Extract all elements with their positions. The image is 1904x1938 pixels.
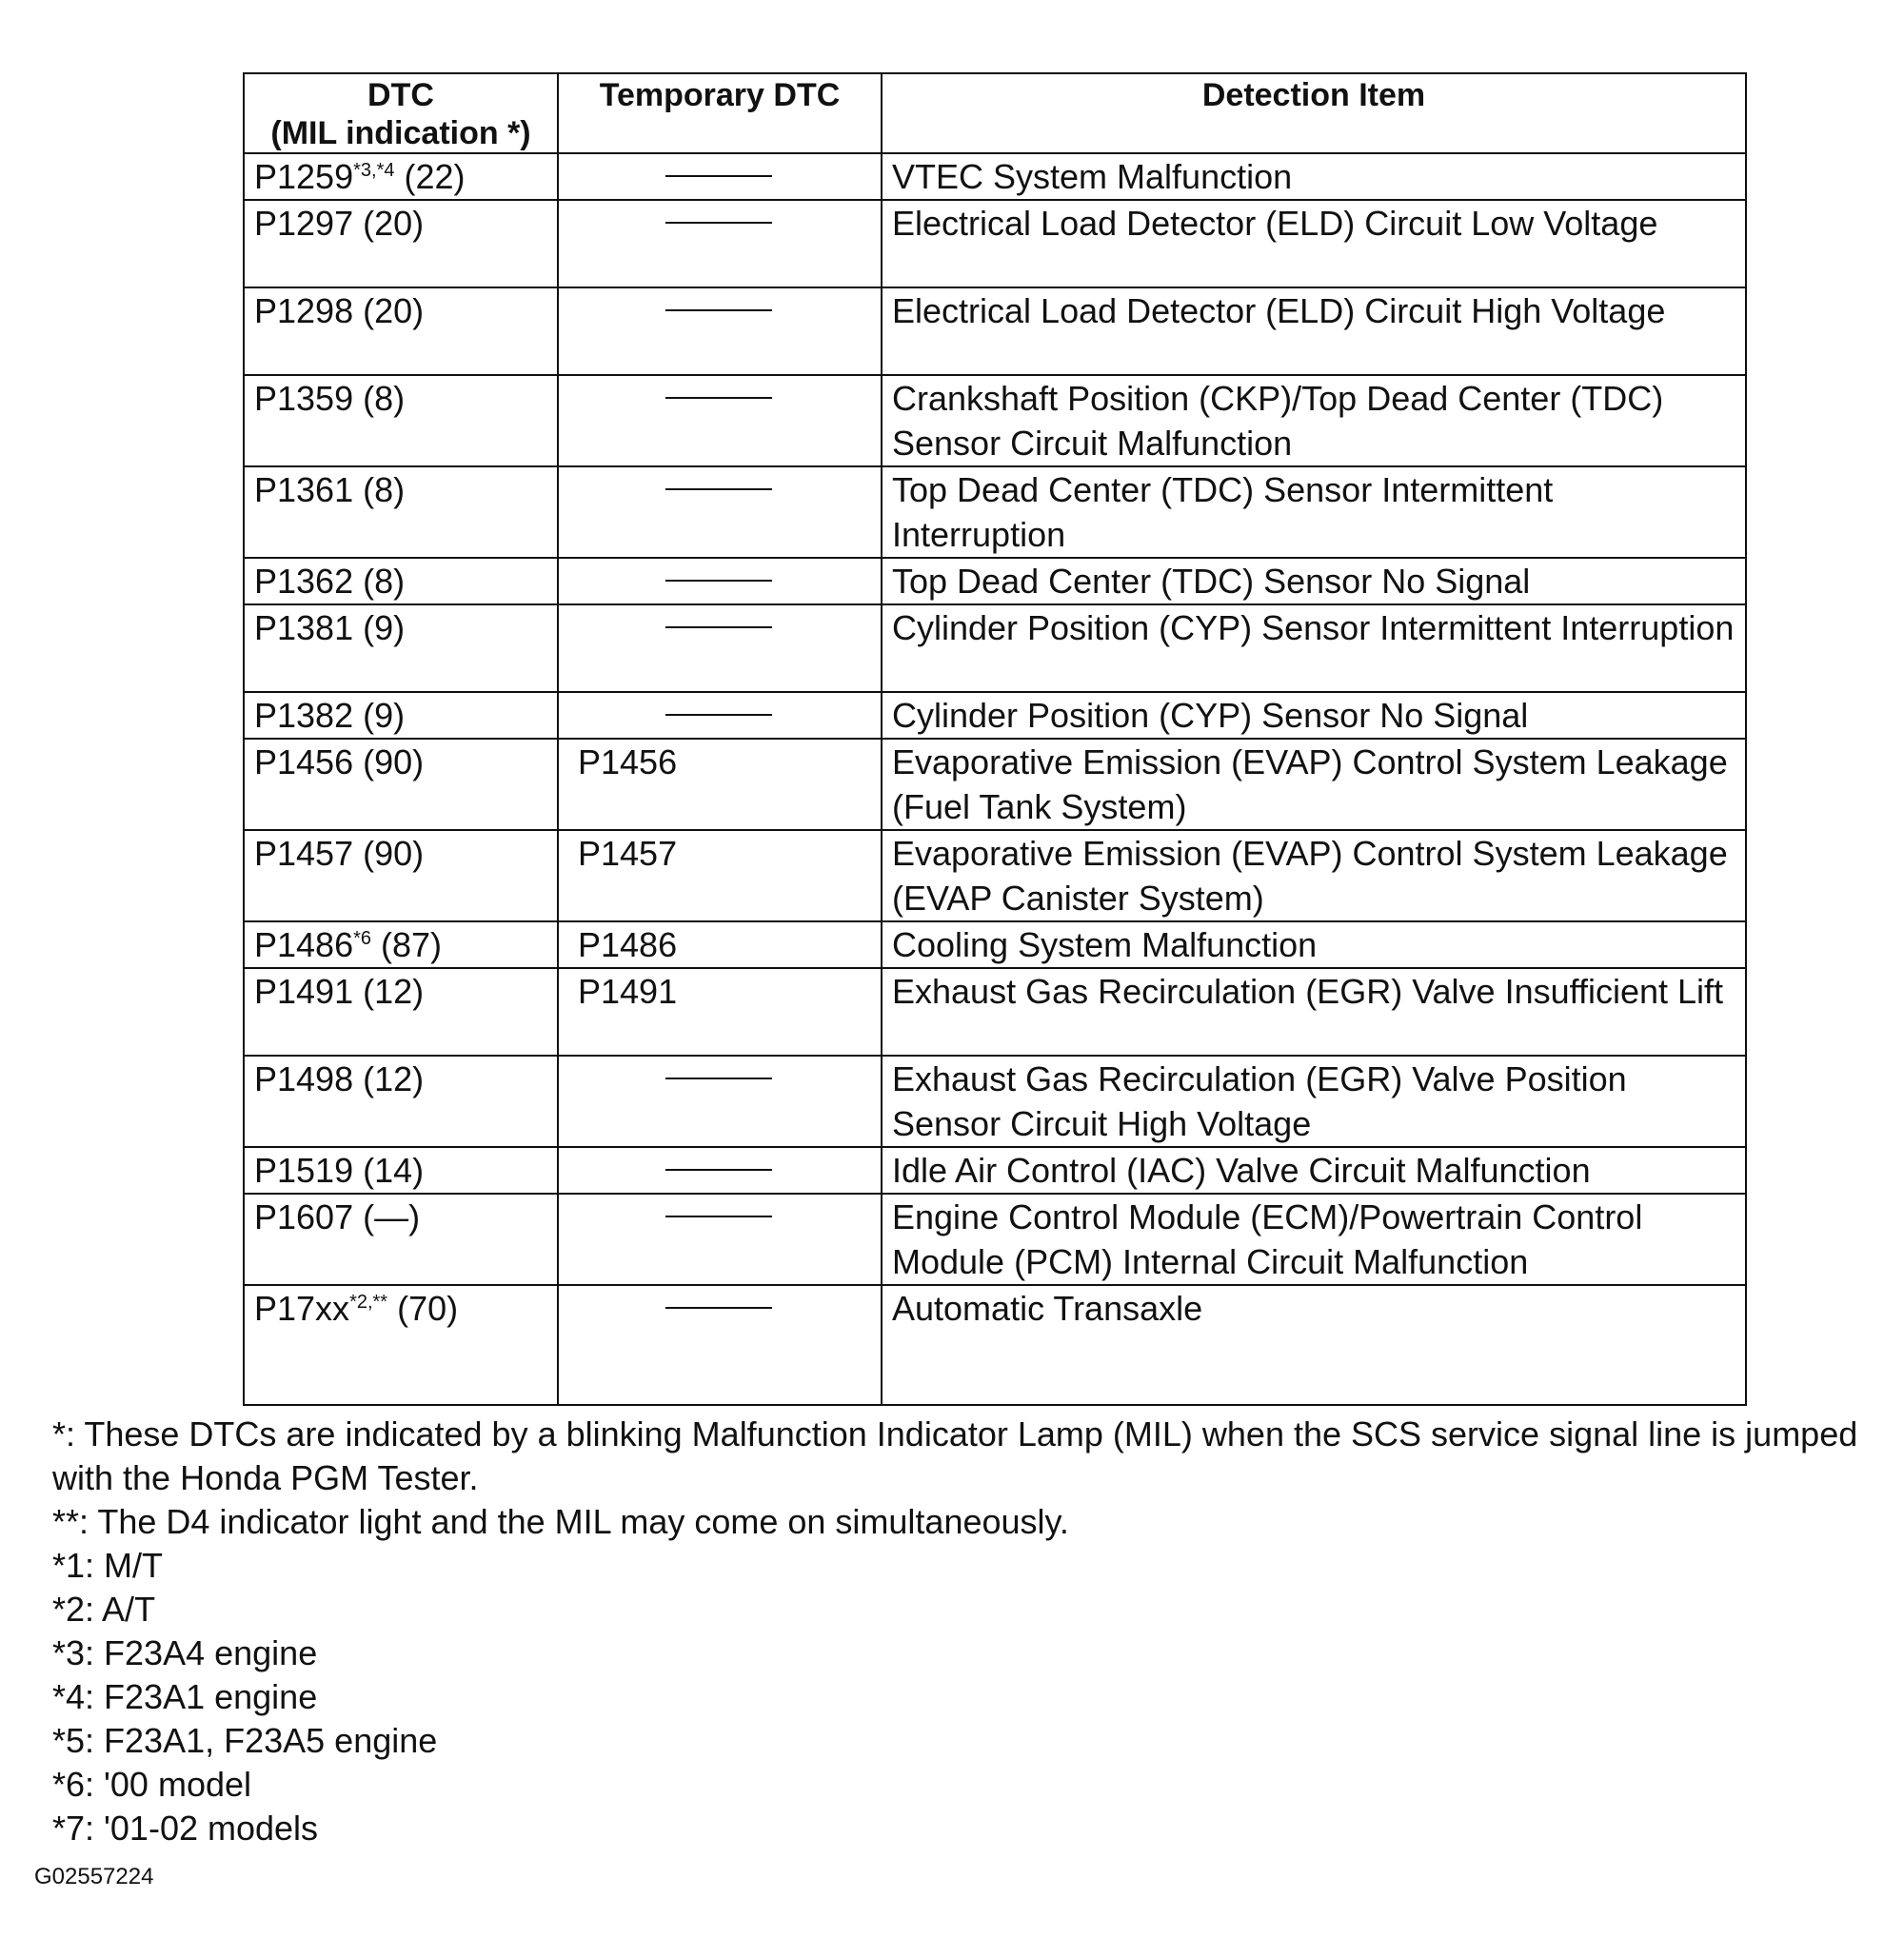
header-temporary-dtc: Temporary DTC [558, 73, 882, 153]
table-row [244, 466, 1746, 558]
header-dtc [244, 73, 558, 153]
mil-indication: (14) [353, 1151, 425, 1190]
dtc-code-cell [244, 739, 558, 830]
mil-indication: (87) [371, 925, 443, 964]
dtc-code-cell [244, 200, 558, 287]
figure-code: G02557224 [34, 1864, 154, 1889]
header-dtc-line1: DTC [367, 77, 434, 113]
mil-indication: (12) [353, 972, 425, 1011]
mil-indication: (12) [353, 1059, 425, 1098]
no-temporary-dtc-dash [665, 580, 772, 582]
table-row [244, 692, 1746, 739]
footnote: *2: A/T [52, 1590, 156, 1629]
dtc-code-cell [244, 968, 558, 1056]
temporary-dtc-cell [558, 1056, 882, 1147]
dtc-code: P1491 [254, 972, 354, 1011]
footnotes [52, 1413, 1890, 1850]
dtc-code-cell [244, 153, 558, 200]
temporary-dtc: P1491 [578, 972, 678, 1011]
temporary-dtc: P1457 [578, 834, 678, 873]
temporary-dtc-cell [558, 466, 882, 558]
temporary-dtc-cell [558, 1147, 882, 1194]
footnote: *4: F23A1 engine [52, 1677, 318, 1716]
table-row [244, 287, 1746, 375]
dtc-code: P1381 [254, 608, 354, 647]
footnote: *1: M/T [52, 1546, 164, 1585]
dtc-code: P17xx [254, 1289, 350, 1328]
temporary-dtc-cell [558, 1285, 882, 1405]
dtc-code: P1457 [254, 834, 354, 873]
detection-item: Exhaust Gas Recirculation (EGR) Valve Position Sensor Circuit High Voltage [882, 1056, 1746, 1147]
detection-item: Evaporative Emission (EVAP) Control System Leakage (EVAP Canister System) [882, 830, 1746, 921]
temporary-dtc: P1456 [578, 742, 678, 781]
no-temporary-dtc-dash [665, 1216, 772, 1217]
mil-indication: (70) [387, 1289, 459, 1328]
dtc-code: P1361 [254, 470, 354, 509]
no-temporary-dtc-dash [665, 1307, 772, 1309]
temporary-dtc-cell [558, 1194, 882, 1285]
dtc-code: P1259 [254, 157, 354, 196]
dtc-code: P1359 [254, 379, 354, 418]
dtc-code-cell [244, 466, 558, 558]
dtc-code: P1607 [254, 1197, 354, 1236]
detection-item: Exhaust Gas Recirculation (EGR) Valve Insufficient Lift [882, 968, 1746, 1056]
temporary-dtc-cell [558, 287, 882, 375]
dtc-code: P1498 [254, 1059, 354, 1098]
dtc-code: P1519 [254, 1151, 354, 1190]
dtc-table-body [244, 153, 1746, 1405]
dtc-code-cell [244, 558, 558, 604]
no-temporary-dtc-dash [665, 175, 772, 177]
footnote-ref: *3,*4 [353, 160, 395, 181]
no-temporary-dtc-dash [665, 222, 772, 224]
dtc-code-cell [244, 830, 558, 921]
detection-item: Evaporative Emission (EVAP) Control System Leakage (Fuel Tank System) [882, 739, 1746, 830]
temporary-dtc-cell [558, 968, 882, 1056]
mil-indication: (20) [353, 204, 425, 243]
mil-indication: (8) [353, 562, 406, 601]
mil-indication: (—) [353, 1197, 421, 1236]
header-row [244, 73, 1746, 153]
detection-item: Crankshaft Position (CKP)/Top Dead Center (TDC) Sensor Circuit Malfunction [882, 375, 1746, 466]
dtc-code-cell [244, 1194, 558, 1285]
footnote: *7: '01-02 models [52, 1809, 319, 1848]
no-temporary-dtc-dash [665, 1078, 772, 1079]
dtc-code-cell [244, 921, 558, 968]
footnote: *: These DTCs are indicated by a blinking Malfunction Indicator Lamp (MIL) when the SCS service signal line is jumped with the Honda PGM Tester. [52, 1414, 1858, 1497]
footnote: *5: F23A1, F23A5 engine [52, 1721, 438, 1760]
table-row [244, 1194, 1746, 1285]
dtc-code: P1382 [254, 696, 354, 735]
table-row [244, 153, 1746, 200]
temporary-dtc-cell [558, 200, 882, 287]
mil-indication: (8) [353, 379, 406, 418]
detection-item: Top Dead Center (TDC) Sensor Intermittent Interruption [882, 466, 1746, 558]
dtc-table [243, 72, 1747, 1406]
no-temporary-dtc-dash [665, 488, 772, 490]
table-row [244, 739, 1746, 830]
mil-indication: (20) [353, 291, 425, 330]
table-row [244, 1147, 1746, 1194]
detection-item: Electrical Load Detector (ELD) Circuit Low Voltage [882, 200, 1746, 287]
dtc-code-cell [244, 604, 558, 692]
mil-indication: (9) [353, 608, 406, 647]
temporary-dtc: P1486 [578, 925, 678, 964]
dtc-code-cell [244, 287, 558, 375]
dtc-code-cell [244, 1147, 558, 1194]
no-temporary-dtc-dash [665, 626, 772, 628]
temporary-dtc-cell [558, 739, 882, 830]
temporary-dtc-cell [558, 375, 882, 466]
table-row [244, 604, 1746, 692]
no-temporary-dtc-dash [665, 397, 772, 399]
no-temporary-dtc-dash [665, 714, 772, 716]
dtc-code-cell [244, 692, 558, 739]
temporary-dtc-cell [558, 921, 882, 968]
table-row [244, 1285, 1746, 1405]
dtc-code-cell [244, 1285, 558, 1405]
table-row [244, 968, 1746, 1056]
table-row [244, 921, 1746, 968]
mil-indication: (90) [353, 742, 425, 781]
detection-item: VTEC System Malfunction [882, 153, 1746, 200]
header-detection-item: Detection Item [882, 73, 1746, 153]
mil-indication: (8) [353, 470, 406, 509]
footnote: *3: F23A4 engine [52, 1633, 318, 1672]
dtc-code-cell [244, 1056, 558, 1147]
no-temporary-dtc-dash [665, 1169, 772, 1171]
detection-item: Idle Air Control (IAC) Valve Circuit Malfunction [882, 1147, 1746, 1194]
detection-item: Cylinder Position (CYP) Sensor Intermittent Interruption [882, 604, 1746, 692]
detection-item: Automatic Transaxle [882, 1285, 1746, 1405]
detection-item: Engine Control Module (ECM)/Powertrain Control Module (PCM) Internal Circuit Malfunction [882, 1194, 1746, 1285]
footnote: *6: '00 model [52, 1765, 252, 1804]
table-row [244, 200, 1746, 287]
dtc-code: P1456 [254, 742, 354, 781]
dtc-code: P1486 [254, 925, 354, 964]
dtc-code: P1297 [254, 204, 354, 243]
detection-item: Electrical Load Detector (ELD) Circuit High Voltage [882, 287, 1746, 375]
detection-item: Cylinder Position (CYP) Sensor No Signal [882, 692, 1746, 739]
temporary-dtc-cell [558, 558, 882, 604]
table-row [244, 375, 1746, 466]
footnote: **: The D4 indicator light and the MIL may come on simultaneously. [52, 1502, 1069, 1541]
table-row [244, 1056, 1746, 1147]
mil-indication: (90) [353, 834, 425, 873]
mil-indication: (22) [394, 157, 466, 196]
dtc-code-cell [244, 375, 558, 466]
dtc-code: P1362 [254, 562, 354, 601]
table-row [244, 558, 1746, 604]
no-temporary-dtc-dash [665, 309, 772, 311]
footnote-ref: *6 [353, 928, 372, 949]
mil-indication: (9) [353, 696, 406, 735]
header-dtc-line2: (MIL indication *) [270, 115, 531, 151]
temporary-dtc-cell [558, 830, 882, 921]
detection-item: Cooling System Malfunction [882, 921, 1746, 968]
temporary-dtc-cell [558, 604, 882, 692]
temporary-dtc-cell [558, 692, 882, 739]
table-row [244, 830, 1746, 921]
detection-item: Top Dead Center (TDC) Sensor No Signal [882, 558, 1746, 604]
dtc-code: P1298 [254, 291, 354, 330]
footnote-ref: *2,** [349, 1292, 388, 1313]
temporary-dtc-cell [558, 153, 882, 200]
